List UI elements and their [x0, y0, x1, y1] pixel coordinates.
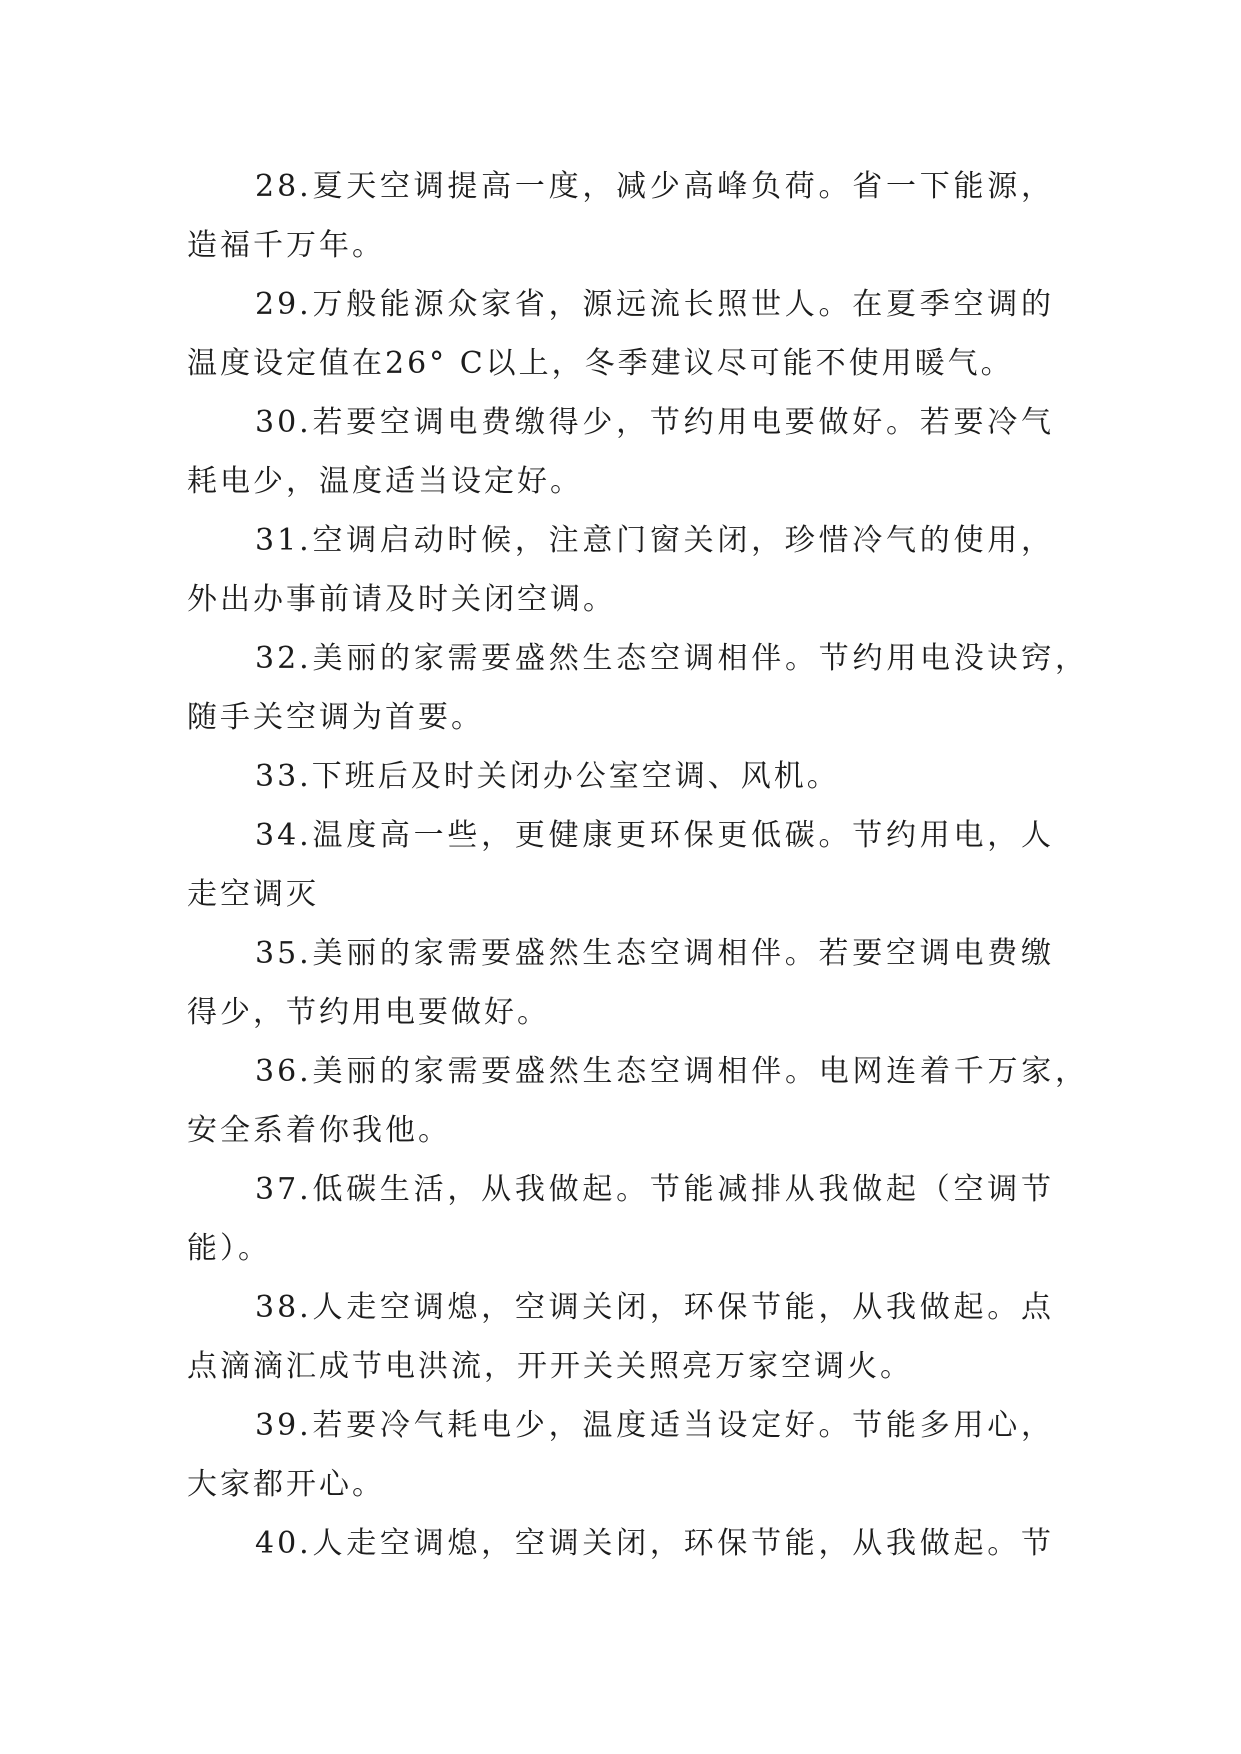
paragraph-line: 点滴滴汇成节电洪流，开开关关照亮万家空调火。 — [187, 1349, 913, 1384]
paragraph-line: 37.低碳生活，从我做起。节能减排从我做起（空调节 — [255, 1172, 1054, 1207]
paragraph-line: 36.美丽的家需要盛然生态空调相伴。电网连着千万家， — [255, 1054, 1088, 1089]
paragraph-line: 大家都开心。 — [187, 1467, 385, 1502]
paragraph-line: 32.美丽的家需要盛然生态空调相伴。节约用电没诀窍， — [255, 641, 1088, 676]
paragraph-line: 28.夏天空调提高一度，减少高峰负荷。省一下能源， — [255, 169, 1054, 204]
paragraph-line: 能）。 — [187, 1231, 271, 1266]
paragraph-line: 温度设定值在26° C以上，冬季建议尽可能不使用暖气。 — [187, 346, 1014, 381]
list-item-30 — [187, 393, 1054, 511]
paragraph-line: 40.人走空调熄，空调关闭，环保节能，从我做起。节 — [255, 1526, 1054, 1561]
paragraph-line: 39.若要冷气耗电少，温度适当设定好。节能多用心， — [255, 1408, 1054, 1443]
list-item-31 — [187, 511, 1054, 629]
paragraph-line: 29.万般能源众家省，源远流长照世人。在夏季空调的 — [255, 287, 1054, 322]
paragraph-line: 随手关空调为首要。 — [187, 700, 484, 735]
list-item-37 — [187, 1160, 1054, 1278]
list-item-36 — [187, 1042, 1088, 1160]
paragraph-line: 35.美丽的家需要盛然生态空调相伴。若要空调电费缴 — [255, 936, 1054, 971]
list-item-32 — [187, 629, 1088, 747]
paragraph-line: 38.人走空调熄，空调关闭，环保节能，从我做起。点 — [255, 1290, 1054, 1325]
list-item-35 — [187, 924, 1054, 1042]
paragraph-line: 造福千万年。 — [187, 228, 385, 263]
paragraph-line: 外出办事前请及时关闭空调。 — [187, 582, 616, 617]
list-item-34 — [187, 806, 1054, 924]
list-item-28 — [187, 157, 1054, 275]
list-item-40 — [187, 1514, 1054, 1573]
paragraph-line: 34.温度高一些，更健康更环保更低碳。节约用电，人 — [255, 818, 1054, 853]
paragraph-line: 耗电少，温度适当设定好。 — [187, 464, 583, 499]
document-body — [187, 157, 1088, 1573]
paragraph-line: 走空调灭 — [187, 877, 319, 912]
list-item-33 — [187, 747, 1054, 806]
paragraph-line: 31.空调启动时候，注意门窗关闭，珍惜冷气的使用， — [255, 523, 1054, 558]
paragraph-line: 得少，节约用电要做好。 — [187, 995, 550, 1030]
paragraph-line: 安全系着你我他。 — [187, 1113, 451, 1148]
list-item-39 — [187, 1396, 1054, 1514]
list-item-29 — [187, 275, 1054, 393]
list-item-38 — [187, 1278, 1054, 1396]
paragraph-line: 33.下班后及时关闭办公室空调、风机。 — [255, 759, 840, 794]
paragraph-line: 30.若要空调电费缴得少，节约用电要做好。若要冷气 — [255, 405, 1054, 440]
